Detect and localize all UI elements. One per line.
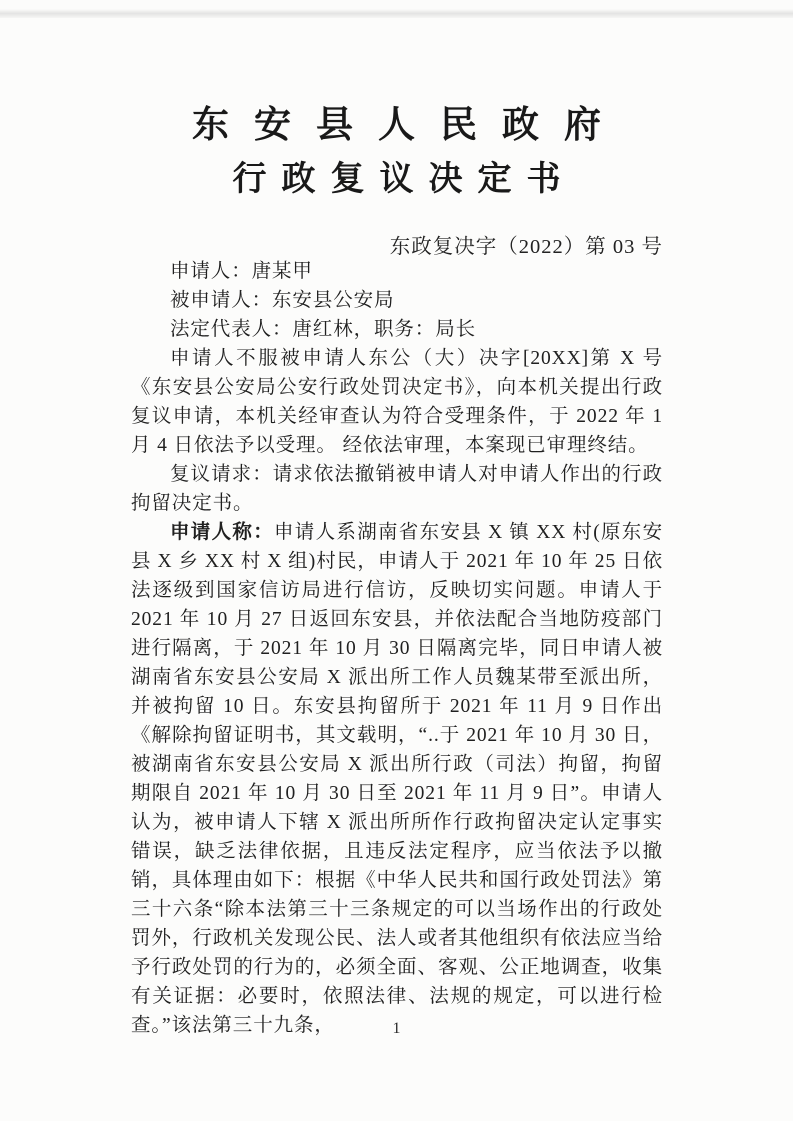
document-number: 东政复决字（2022）第 03 号 [389, 236, 663, 258]
review-request-paragraph: 复议请求：请求依法撤销被申请人对申请人作出的行政拘留决定书。 [131, 464, 663, 514]
respondent-line: 被申请人：东安县公安局 [170, 290, 395, 311]
document-subtitle-text: 行政复议决定书 [232, 161, 576, 198]
document-body [131, 257, 663, 1040]
page-number: 1 [392, 1020, 401, 1037]
legal-representative-line: 法定代表人：唐红林，职务：局长 [170, 319, 477, 340]
document-title-text: 东安县人民政府 [192, 105, 626, 146]
applicant-statement-text: 申请人系湖南省东安县 X 镇 XX 村(原东安县 X 乡 XX 村 X 组)村民，申请人于 2021 年 10 年 25 日依法逐级到国家信访局进行信访，反映切实问题。申请人于 2021 年 10 月 27 日返回东安县，并依法配合当地防疫部门进行隔离，于 2021 年 10 月 30 日隔离完毕，同日申请人被湖南省东安县公安局 X 派出所工作人员魏某带至派出所，并被拘留 10 日。东安县拘留所于 2021 年 11 月 9 日作出《解除拘留证明书，其文载明，“..于 2021 年 10 月 30 日，被湖南省东安县公安局 X 派出所行政（司法）拘留，拘留期限自 2021 年 10 月 30 日至 2021 年 11 月 9 日”。申请人认为，被申请人下辖 X 派出所所作行政拘留决定认定事实错误，缺乏法律依据，且违反法定程序，应当依法予以撤销，具体理由如下：根据《中华人民共和国行政处罚法》第三十六条“除本法第三十三条规定的可以当场作出的行政处罚外，行政机关发现公民、法人或者其他组织有依法应当给予行政处罚的行为的，必须全面、客观、公正地调查，收集有关证据：必要时，依照法律、法规的规定，可以进行检查。”该法第三十九条， [131, 522, 663, 1036]
document-subtitle [0, 161, 793, 198]
case-acceptance-paragraph: 申请人不服被申请人东公（大）决字[20XX]第 X 号《东安县公安局公安行政处罚决定书》，向本机关提出行政复议申请，本机关经审查认为符合受理条件，于 2022 年 1 月 4 日依法予以受理。 经依法审理，本案现已审理终结。 [131, 348, 663, 456]
applicant-line: 申请人：唐某甲 [170, 261, 313, 282]
document-title [0, 106, 793, 147]
scan-artifact-band [0, 9, 793, 18]
applicant-statement-lead: 申请人称： [170, 522, 274, 543]
applicant-statement-paragraph [131, 518, 663, 1040]
